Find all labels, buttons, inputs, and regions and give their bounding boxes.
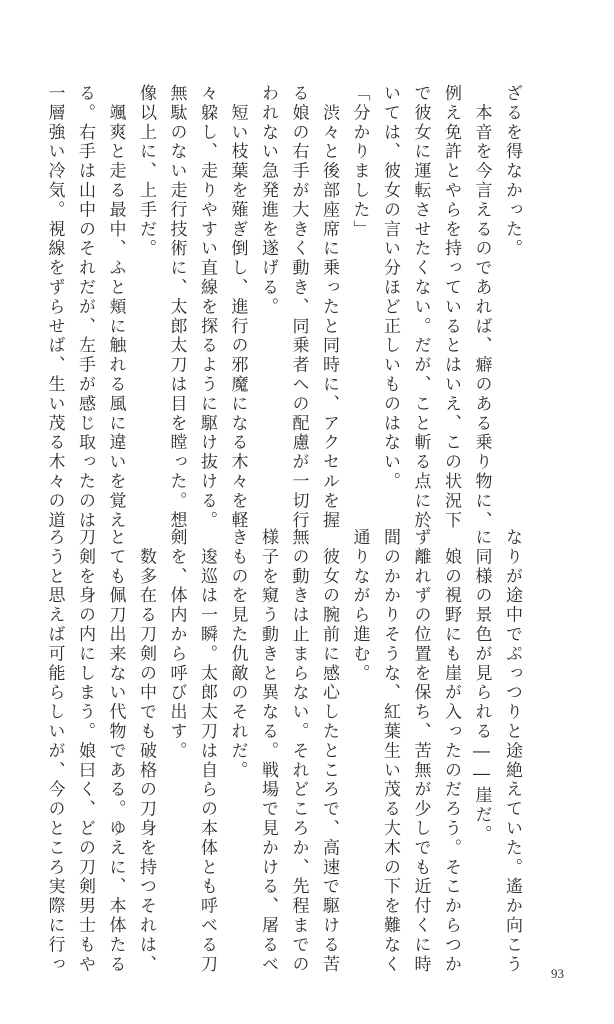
text-line: 無駄のない走行技術に、太郎太刀は目を瞠った。想 — [166, 84, 187, 531]
text-line: 本音を今言えるのであれば、癖のある乗り物に、 — [471, 84, 492, 531]
text-line: 数多在る刀剣の中でも破格の刀身を持つそれは、 — [136, 528, 156, 975]
text-line: 間のかかりそうな、紅葉生い茂る大木の下を難なく — [380, 528, 400, 975]
text-line: なりが途中でぷっつりと途絶えていた。遙か向こう — [502, 528, 522, 975]
lower-text-block — [44, 528, 527, 975]
text-line: ず離れずの位置を保ち、苦無が少しでも近付くに時 — [410, 528, 431, 975]
text-line: 剣を、体内から呼び出す。 — [166, 528, 187, 761]
text-line: る。右手は山中のそれだが、左手が感じ取ったのは — [75, 84, 95, 531]
text-line: 例え免許とやらを持っているとはいえ、この状況下 — [441, 84, 461, 531]
text-line: で彼女に運転させたくない。だが、こと斬る点に於 — [410, 84, 431, 531]
text-line: 颯爽と走る最中、ふと頬に触れる風に違いを覚え — [105, 84, 126, 531]
text-line: ざるを得なかった。 — [502, 84, 522, 259]
text-line: 「分かりました」 — [349, 84, 370, 240]
text-line: われない急発進を遂げる。 — [258, 84, 278, 317]
text-line: 娘の視野にも崖が入ったのだろう。そこからつか — [441, 528, 461, 975]
page-number: 93 — [551, 966, 564, 981]
text-line: 刀剣を身の内にしまう。娘曰く、どの刀剣男士もや — [75, 528, 95, 975]
text-line: いては、彼女の言い分ほど正しいものはない。 — [380, 84, 400, 492]
text-line: ろうと思えば可能らしいが、今のところ実際に行っ — [44, 528, 65, 975]
text-line: 々躱し、走りやすい直線を探るように駆け抜ける。 — [197, 84, 217, 531]
text-line: る娘の右手が大きく動き、同乗者への配慮が一切行 — [288, 84, 309, 531]
text-line: とても佩刀出来ない代物である。ゆえに、本体たる — [105, 528, 126, 975]
text-line: 様子を窺う動きと異なる。戦場で見かける、屠るべ — [258, 528, 278, 975]
text-line: 一層強い冷気。視線をずらせば、生い茂る木々の道 — [44, 84, 65, 531]
text-line: 通りながら進む。 — [349, 528, 370, 684]
upper-text-block — [44, 84, 527, 531]
text-line: 短い枝葉を薙ぎ倒し、進行の邪魔になる木々を軽 — [227, 84, 248, 531]
text-line: 無の動きは止まらない。それどころか、先程までの — [288, 528, 309, 975]
text-line: 像以上に、上手だ。 — [136, 84, 156, 259]
text-line: 彼女の腕前に感心したところで、高速で駆ける苦 — [319, 528, 339, 975]
text-line: きものを見た仇敵のそれだ。 — [227, 528, 248, 781]
text-line: 渋々と後部座席に乗ったと同時に、アクセルを握 — [319, 84, 339, 531]
text-line: 逡巡は一瞬。太郎太刀は自らの本体とも呼べる刀 — [197, 528, 217, 975]
text-line: に同様の景色が見られる――崖だ。 — [471, 528, 492, 845]
